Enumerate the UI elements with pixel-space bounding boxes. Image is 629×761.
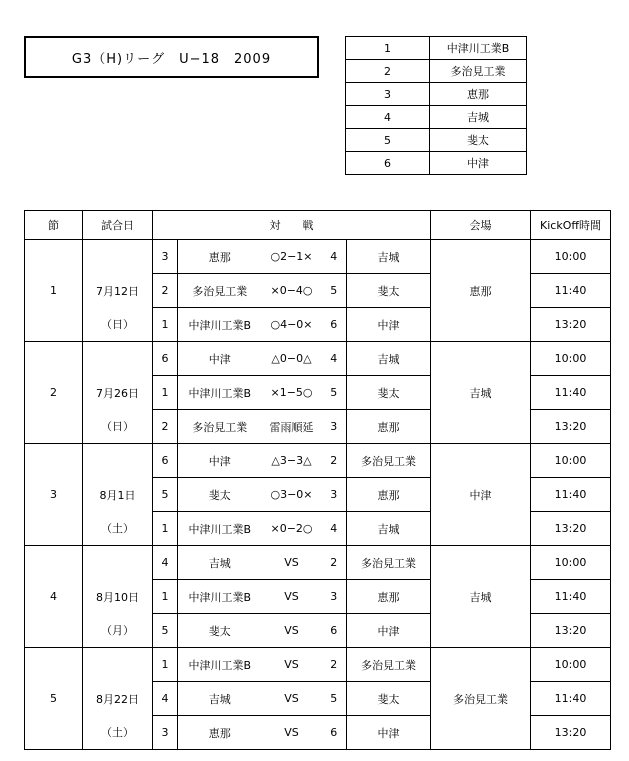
away-team-number: 6 <box>322 308 347 342</box>
kickoff-time: 11:40 <box>531 580 611 614</box>
home-team-name: 多治見工業 <box>178 410 262 444</box>
match-date: 8月22日 <box>83 682 153 716</box>
venue <box>431 240 531 274</box>
round-number: 5 <box>25 682 83 716</box>
header-venue: 会場 <box>431 211 531 240</box>
away-team-name: 中津 <box>347 308 431 342</box>
home-team-name: 中津川工業B <box>178 648 262 682</box>
away-team-number: 3 <box>322 410 347 444</box>
team-number: 4 <box>346 106 430 129</box>
team-name: 中津 <box>430 152 527 175</box>
match-result: VS <box>262 682 322 716</box>
home-team-name: 中津川工業B <box>178 376 262 410</box>
match-row <box>25 240 611 274</box>
venue: 中津 <box>431 478 531 512</box>
away-team-name: 恵那 <box>347 410 431 444</box>
match-result: VS <box>262 546 322 580</box>
away-team-number: 3 <box>322 478 347 512</box>
kickoff-time: 10:00 <box>531 342 611 376</box>
home-team-number: 5 <box>153 478 178 512</box>
schedule-table <box>24 210 611 750</box>
home-team-number: 6 <box>153 444 178 478</box>
round-number: 2 <box>25 376 83 410</box>
match-row <box>25 308 611 342</box>
venue: 多治見工業 <box>431 682 531 716</box>
venue <box>431 410 531 444</box>
kickoff-time: 10:00 <box>531 444 611 478</box>
team-number-table <box>345 36 527 175</box>
round-number <box>25 444 83 478</box>
away-team-name: 吉城 <box>347 240 431 274</box>
match-row <box>25 478 611 512</box>
match-result: ○2−1× <box>262 240 322 274</box>
away-team-number: 3 <box>322 580 347 614</box>
home-team-name: 恵那 <box>178 716 262 750</box>
venue <box>431 444 531 478</box>
match-result: VS <box>262 648 322 682</box>
kickoff-time: 13:20 <box>531 308 611 342</box>
kickoff-time: 10:00 <box>531 648 611 682</box>
away-team-name: 恵那 <box>347 478 431 512</box>
away-team-number: 2 <box>322 546 347 580</box>
away-team-number: 4 <box>322 512 347 546</box>
kickoff-time: 13:20 <box>531 512 611 546</box>
match-result: △0−0△ <box>262 342 322 376</box>
home-team-name: 吉城 <box>178 546 262 580</box>
match-result: VS <box>262 614 322 648</box>
round-number <box>25 614 83 648</box>
home-team-number: 3 <box>153 716 178 750</box>
header-match: 対 戦 <box>153 211 431 240</box>
team-row <box>346 37 527 60</box>
venue <box>431 716 531 750</box>
round-number <box>25 308 83 342</box>
kickoff-time: 11:40 <box>531 478 611 512</box>
round-number: 1 <box>25 274 83 308</box>
match-date: 8月10日 <box>83 580 153 614</box>
match-row <box>25 716 611 750</box>
home-team-number: 1 <box>153 580 178 614</box>
home-team-name: 中津 <box>178 342 262 376</box>
team-row <box>346 152 527 175</box>
kickoff-time: 11:40 <box>531 274 611 308</box>
kickoff-time: 10:00 <box>531 546 611 580</box>
match-date: 7月12日 <box>83 274 153 308</box>
home-team-number: 3 <box>153 240 178 274</box>
away-team-number: 6 <box>322 716 347 750</box>
header-kickoff: KickOff時間 <box>531 211 611 240</box>
match-result: ○4−0× <box>262 308 322 342</box>
team-number: 1 <box>346 37 430 60</box>
home-team-number: 1 <box>153 308 178 342</box>
home-team-name: 吉城 <box>178 682 262 716</box>
venue <box>431 546 531 580</box>
match-result: VS <box>262 716 322 750</box>
team-name: 恵那 <box>430 83 527 106</box>
venue: 恵那 <box>431 274 531 308</box>
team-name: 中津川工業B <box>430 37 527 60</box>
match-result: VS <box>262 580 322 614</box>
match-row <box>25 580 611 614</box>
round-number <box>25 240 83 274</box>
away-team-number: 5 <box>322 274 347 308</box>
match-row <box>25 274 611 308</box>
venue <box>431 342 531 376</box>
away-team-name: 中津 <box>347 614 431 648</box>
away-team-name: 多治見工業 <box>347 546 431 580</box>
home-team-number: 1 <box>153 512 178 546</box>
round-number <box>25 410 83 444</box>
home-team-name: 恵那 <box>178 240 262 274</box>
round-number <box>25 716 83 750</box>
home-team-number: 5 <box>153 614 178 648</box>
kickoff-time: 13:20 <box>531 410 611 444</box>
away-team-number: 4 <box>322 342 347 376</box>
match-day: （月） <box>83 614 153 648</box>
home-team-number: 2 <box>153 274 178 308</box>
match-row <box>25 682 611 716</box>
kickoff-time: 13:20 <box>531 614 611 648</box>
home-team-number: 6 <box>153 342 178 376</box>
match-date <box>83 342 153 376</box>
team-row <box>346 83 527 106</box>
team-number: 2 <box>346 60 430 83</box>
match-date <box>83 240 153 274</box>
schedule-header-row <box>25 211 611 240</box>
team-row <box>346 106 527 129</box>
away-team-name: 吉城 <box>347 342 431 376</box>
home-team-number: 2 <box>153 410 178 444</box>
venue <box>431 512 531 546</box>
round-number <box>25 342 83 376</box>
kickoff-time: 11:40 <box>531 376 611 410</box>
match-day: （日） <box>83 410 153 444</box>
match-result: ×1−5○ <box>262 376 322 410</box>
round-number: 4 <box>25 580 83 614</box>
away-team-number: 4 <box>322 240 347 274</box>
home-team-name: 多治見工業 <box>178 274 262 308</box>
away-team-name: 中津 <box>347 716 431 750</box>
venue <box>431 614 531 648</box>
match-row <box>25 512 611 546</box>
match-day: （日） <box>83 308 153 342</box>
away-team-name: 多治見工業 <box>347 444 431 478</box>
kickoff-time: 10:00 <box>531 240 611 274</box>
match-row <box>25 342 611 376</box>
away-team-name: 吉城 <box>347 512 431 546</box>
home-team-name: 中津川工業B <box>178 308 262 342</box>
away-team-name: 多治見工業 <box>347 648 431 682</box>
team-number: 3 <box>346 83 430 106</box>
round-number <box>25 648 83 682</box>
away-team-number: 5 <box>322 682 347 716</box>
venue: 吉城 <box>431 376 531 410</box>
match-date <box>83 444 153 478</box>
team-number: 6 <box>346 152 430 175</box>
header-date: 試合日 <box>83 211 153 240</box>
match-day: （土） <box>83 716 153 750</box>
match-row <box>25 376 611 410</box>
home-team-number: 1 <box>153 648 178 682</box>
home-team-number: 4 <box>153 682 178 716</box>
venue <box>431 308 531 342</box>
match-row <box>25 410 611 444</box>
away-team-name: 斐太 <box>347 376 431 410</box>
away-team-number: 2 <box>322 648 347 682</box>
match-result: ×0−2○ <box>262 512 322 546</box>
team-row <box>346 129 527 152</box>
home-team-name: 斐太 <box>178 614 262 648</box>
match-result: ○3−0× <box>262 478 322 512</box>
home-team-number: 1 <box>153 376 178 410</box>
match-row <box>25 444 611 478</box>
home-team-name: 中津 <box>178 444 262 478</box>
away-team-name: 斐太 <box>347 682 431 716</box>
match-row <box>25 614 611 648</box>
away-team-name: 恵那 <box>347 580 431 614</box>
venue: 吉城 <box>431 580 531 614</box>
page-title: G3（H)リーグ U−18 2009 <box>24 36 319 78</box>
team-name: 多治見工業 <box>430 60 527 83</box>
match-date: 7月26日 <box>83 376 153 410</box>
match-date: 8月1日 <box>83 478 153 512</box>
round-number <box>25 512 83 546</box>
venue <box>431 648 531 682</box>
match-row <box>25 546 611 580</box>
kickoff-time: 11:40 <box>531 682 611 716</box>
away-team-number: 2 <box>322 444 347 478</box>
home-team-name: 中津川工業B <box>178 512 262 546</box>
away-team-name: 斐太 <box>347 274 431 308</box>
kickoff-time: 13:20 <box>531 716 611 750</box>
away-team-number: 5 <box>322 376 347 410</box>
round-number <box>25 546 83 580</box>
team-row <box>346 60 527 83</box>
round-number: 3 <box>25 478 83 512</box>
match-row <box>25 648 611 682</box>
match-result: △3−3△ <box>262 444 322 478</box>
home-team-name: 中津川工業B <box>178 580 262 614</box>
home-team-name: 斐太 <box>178 478 262 512</box>
match-result: ×0−4○ <box>262 274 322 308</box>
match-date <box>83 546 153 580</box>
team-name: 斐太 <box>430 129 527 152</box>
home-team-number: 4 <box>153 546 178 580</box>
team-number: 5 <box>346 129 430 152</box>
match-date <box>83 648 153 682</box>
match-result: 雷雨順延 <box>262 410 322 444</box>
team-name: 吉城 <box>430 106 527 129</box>
header-round: 節 <box>25 211 83 240</box>
match-day: （土） <box>83 512 153 546</box>
away-team-number: 6 <box>322 614 347 648</box>
